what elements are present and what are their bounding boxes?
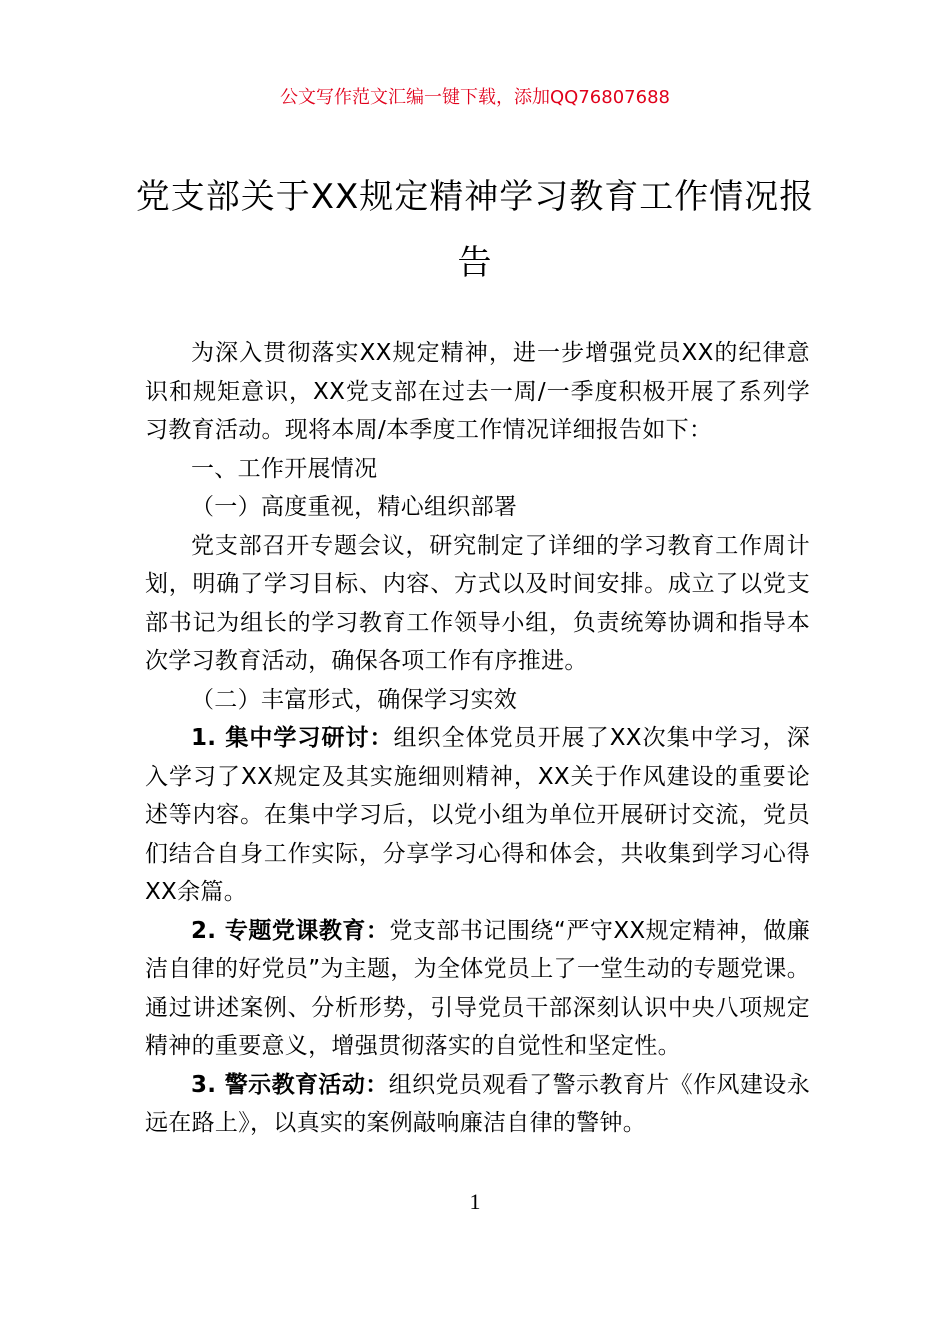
subsection-heading bbox=[145, 681, 810, 720]
item-text: 组织党员观看了警示教育片《作风建设永远在路上》，以真实的案例敲响廉洁自律的警钟。 bbox=[145, 1071, 811, 1136]
body-paragraph bbox=[145, 527, 810, 681]
item-lead: 1. 集中学习研讨： bbox=[191, 725, 394, 751]
section-heading bbox=[145, 450, 810, 489]
document-title: 党支部关于XX规定精神学习教育工作情况报告 bbox=[135, 177, 815, 283]
item-text: 组织全体党员开展了XX次集中学习，深入学习了XX规定及其实施细则精神，XX关于作风建设的重要论述等内容。在集中学习后，以党小组为单位开展研讨交流，党员们结合自身工作实际，分享学习心得和体会，共收集到学习心得XX余篇。 bbox=[145, 725, 810, 905]
item-text: 党支部书记围绕“严守XX规定精神，做廉洁自律的好党员”为主题，为全体党员上了一堂生动的专题党课。通过讲述案例、分析形势，引导党员干部深刻认识中央八项规定精神的重要意义，增强贯彻落实的自觉性和坚定性。 bbox=[145, 917, 810, 1059]
list-item-paragraph bbox=[145, 719, 810, 912]
list-item-paragraph bbox=[145, 1066, 810, 1143]
list-item-paragraph bbox=[145, 912, 810, 1066]
paragraph-text: 党支部召开专题会议，研究制定了详细的学习教育工作周计划，明确了学习目标、内容、方式以及时间安排。成立了以党支部书记为组长的学习教育工作领导小组，负责统筹协调和指导本次学习教育活动，确保各项工作有序推进。 bbox=[145, 532, 810, 674]
heading-text: （一）高度重视，精心组织部署 bbox=[191, 494, 518, 520]
item-lead: 3. 警示教育活动： bbox=[191, 1071, 389, 1098]
heading-text: 一、工作开展情况 bbox=[191, 455, 378, 482]
header-download-note: 公文写作范文汇编一键下载，添加QQ76807688 bbox=[280, 87, 670, 108]
document-body bbox=[145, 334, 810, 1143]
page-number: 1 bbox=[469, 1189, 481, 1214]
subsection-heading bbox=[145, 488, 810, 527]
paragraph-text: 为深入贯彻落实XX规定精神，进一步增强党员XX的纪律意识和规矩意识，XX党支部在过去一周/一季度积极开展了系列学习教育活动。现将本周/本季度工作情况详细报告如下： bbox=[145, 340, 810, 443]
intro-paragraph bbox=[145, 334, 810, 450]
item-lead: 2. 专题党课教育： bbox=[191, 917, 390, 944]
heading-text: （二）丰富形式，确保学习实效 bbox=[191, 686, 518, 713]
